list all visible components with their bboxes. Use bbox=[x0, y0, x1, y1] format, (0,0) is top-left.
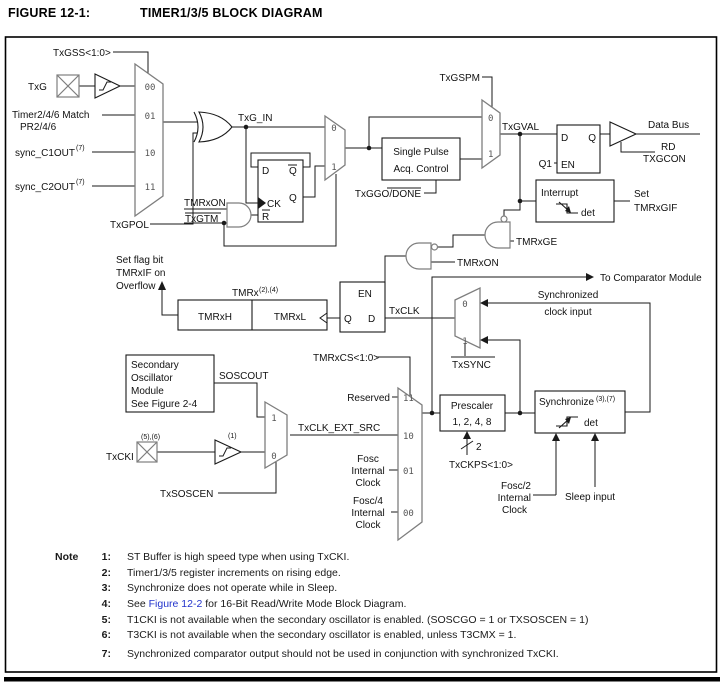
label-rd: RD bbox=[661, 142, 676, 153]
label-flag2: TMRxIF on bbox=[116, 268, 166, 279]
sosc-line1: Secondary bbox=[131, 360, 179, 371]
interrupt-det-box bbox=[536, 180, 614, 222]
ff-q: Q bbox=[289, 193, 297, 204]
st-buffer-txcki-icon bbox=[215, 440, 241, 464]
label-sync-c1out: sync_C1OUT bbox=[15, 148, 76, 159]
label-txgval: TxGVAL bbox=[502, 122, 540, 133]
sup-7: (7) bbox=[76, 145, 85, 152]
label-tmrxon2: TMRxON bbox=[457, 258, 499, 269]
label-fosc-int: Internal bbox=[351, 466, 385, 477]
label-fosc4: Fosc/4 bbox=[352, 496, 384, 507]
mux5-00: 00 bbox=[403, 509, 414, 519]
label-reserved: Reserved bbox=[347, 393, 390, 404]
labels bbox=[12, 48, 702, 531]
sosc-line4: See Figure 2-4 bbox=[131, 399, 198, 410]
gate-q: Q bbox=[344, 314, 352, 325]
label-to-comparator: To Comparator Module bbox=[600, 273, 702, 284]
label-flag3: Overflow bbox=[116, 281, 156, 292]
note-1: Note 1: ST Buffer is high speed type when using TxCKI. bbox=[55, 551, 350, 563]
label-txg: TxG bbox=[28, 82, 47, 93]
label-fosc4-clk: Clock bbox=[355, 520, 381, 531]
and-gate-ge-icon bbox=[485, 222, 510, 248]
label-pr: PR2/4/6 bbox=[20, 122, 57, 133]
note-word: Note bbox=[55, 551, 79, 563]
figure-title: TIMER1/3/5 BLOCK DIAGRAM bbox=[140, 6, 323, 20]
mux3-1: 1 bbox=[488, 150, 494, 160]
ff-qbar: Q bbox=[289, 166, 297, 177]
label-txsync: TxSYNC bbox=[452, 360, 491, 371]
label-synchronize: Synchronize bbox=[539, 397, 595, 408]
txcki-pin-icon bbox=[137, 442, 157, 462]
label-flag1: Set flag bit bbox=[116, 255, 164, 266]
note-7: 7: Synchronized comparator output should not be used in conjunction with synchronized TxCKI. bbox=[101, 647, 559, 660]
label-sync-c2out: sync_C2OUT bbox=[15, 182, 76, 193]
mux-sel-00: 00 bbox=[144, 83, 156, 93]
bus-buffer-icon bbox=[610, 122, 636, 146]
label-timer-match: Timer2/4/6 Match bbox=[12, 110, 90, 121]
label-tmrxcs: TMRxCS<1:0> bbox=[313, 353, 380, 364]
ff-r: R bbox=[262, 212, 270, 223]
figure-number: FIGURE 12-1: bbox=[8, 6, 91, 20]
sup-synchronize: (3),(7) bbox=[596, 396, 616, 403]
txg-pin-icon bbox=[57, 75, 79, 97]
and-gate-on-icon bbox=[406, 243, 431, 269]
interrupt-det: det bbox=[581, 208, 595, 219]
label-bus-width-2: 2 bbox=[476, 442, 482, 453]
xor-gate-icon bbox=[194, 112, 232, 142]
shapes bbox=[57, 64, 636, 540]
label-txgtm: TxGTM bbox=[185, 214, 219, 225]
mux5-11: 11 bbox=[403, 394, 414, 404]
note-2: 2: Timer1/3/5 register increments on rising edge. bbox=[101, 566, 341, 579]
invert-bubble-icon bbox=[501, 216, 507, 222]
latch-q: Q bbox=[588, 133, 596, 144]
and-gate-gtm-icon bbox=[227, 203, 251, 227]
label-sync-clock1: Synchronized bbox=[537, 290, 599, 301]
label-tmrxh: TMRxH bbox=[198, 312, 232, 323]
invert-bubble-icon bbox=[432, 244, 438, 250]
prescaler-line1: Prescaler bbox=[450, 401, 494, 412]
label-data-bus: Data Bus bbox=[648, 120, 690, 131]
prescaler-line2: 1, 2, 4, 8 bbox=[452, 417, 492, 428]
label-tmrxon: TMRxON bbox=[184, 198, 226, 209]
label-txcki: TxCKI bbox=[106, 452, 134, 463]
label-txgpol: TxGPOL bbox=[110, 220, 149, 231]
label-fosc-clk: Clock bbox=[355, 478, 381, 489]
label-txggo-done: TxGGO/DONE bbox=[354, 189, 421, 200]
label-txclk: TxCLK bbox=[389, 306, 420, 317]
label-txgss: TxGSS<1:0> bbox=[53, 48, 111, 59]
ff-d: D bbox=[262, 166, 270, 177]
note-6: 6: T3CKI is not available when the secondary oscillator is enabled, unless T3CMX = 1. bbox=[101, 629, 517, 642]
mux6-1: 1 bbox=[271, 414, 277, 424]
note-3: 3: Synchronize does not operate while in Sleep. bbox=[101, 582, 338, 595]
label-txsoscen: TxSOSCEN bbox=[160, 489, 214, 500]
mux2-0: 0 bbox=[331, 124, 337, 134]
mux3-0: 0 bbox=[488, 114, 494, 124]
sup-7: (7) bbox=[76, 179, 85, 186]
label-tmrxl: TMRxL bbox=[273, 312, 307, 323]
synchronize-det: det bbox=[584, 418, 598, 429]
mux2-1: 1 bbox=[331, 163, 337, 173]
sosc-line3: Module bbox=[131, 386, 164, 397]
mux5-10: 10 bbox=[403, 432, 414, 442]
label-interrupt: Interrupt bbox=[541, 188, 579, 199]
sup-tmrx: (2),(4) bbox=[259, 287, 279, 294]
label-q1: Q1 bbox=[538, 159, 552, 170]
mux4-1: 1 bbox=[462, 337, 468, 347]
note-4: 4: See Figure 12-2 for 16-Bit Read/Write Mode Block Diagram. bbox=[101, 598, 407, 611]
notes-block bbox=[55, 551, 710, 664]
label-tmrx: TMRx bbox=[232, 288, 259, 299]
label-soscout: SOSCOUT bbox=[219, 371, 269, 382]
label-fosc: Fosc bbox=[357, 454, 379, 465]
latch-en: EN bbox=[561, 160, 575, 171]
label-txckps: TxCKPS<1:0> bbox=[449, 460, 513, 471]
figure-12-2-link[interactable]: Figure 12-2 bbox=[148, 598, 203, 611]
label-fosc2: Fosc/2 bbox=[500, 481, 531, 492]
gate-en: EN bbox=[358, 289, 372, 300]
label-sleep-input: Sleep input bbox=[565, 492, 616, 503]
label-set: Set bbox=[634, 189, 650, 200]
st-buffer-txg-icon bbox=[95, 74, 120, 98]
label-sync-clock2: clock input bbox=[544, 307, 592, 318]
mux-sel-01: 01 bbox=[144, 112, 156, 122]
mux-sel-11: 11 bbox=[144, 183, 156, 193]
label-txg-in: TxG_IN bbox=[238, 113, 273, 124]
label-tmrxgif: TMRxGIF bbox=[634, 203, 678, 214]
label-fosc2-clk: Clock bbox=[501, 505, 527, 516]
label-fosc4-int: Internal bbox=[351, 508, 385, 519]
gate-d: D bbox=[368, 314, 376, 325]
sup-56: (5),(6) bbox=[141, 434, 161, 441]
mux4-0: 0 bbox=[462, 300, 468, 310]
latch-d: D bbox=[561, 133, 569, 144]
label-txclk-ext-src: TxCLK_EXT_SRC bbox=[298, 423, 381, 434]
label-tmrxge: TMRxGE bbox=[516, 237, 558, 248]
single-pulse-line1: Single Pulse bbox=[393, 147, 449, 158]
sup-1: (1) bbox=[228, 433, 237, 440]
ff-ck: CK bbox=[267, 199, 281, 210]
label-fosc2-int: Internal bbox=[497, 493, 531, 504]
mux5-01: 01 bbox=[403, 467, 414, 477]
label-txgspm: TxGSPM bbox=[439, 73, 480, 84]
mux6-0: 0 bbox=[271, 452, 277, 462]
mux-sel-10: 10 bbox=[144, 149, 156, 159]
page-rule bbox=[4, 677, 720, 682]
sosc-line2: Oscillator bbox=[131, 373, 173, 384]
single-pulse-line2: Acq. Control bbox=[393, 164, 449, 175]
label-txgcon: TXGCON bbox=[643, 154, 686, 165]
note-5: 5: T1CKI is not available when the secondary oscillator is enabled. (SOSCGO = 1 or TXSOSCEN = 1) bbox=[101, 613, 589, 626]
